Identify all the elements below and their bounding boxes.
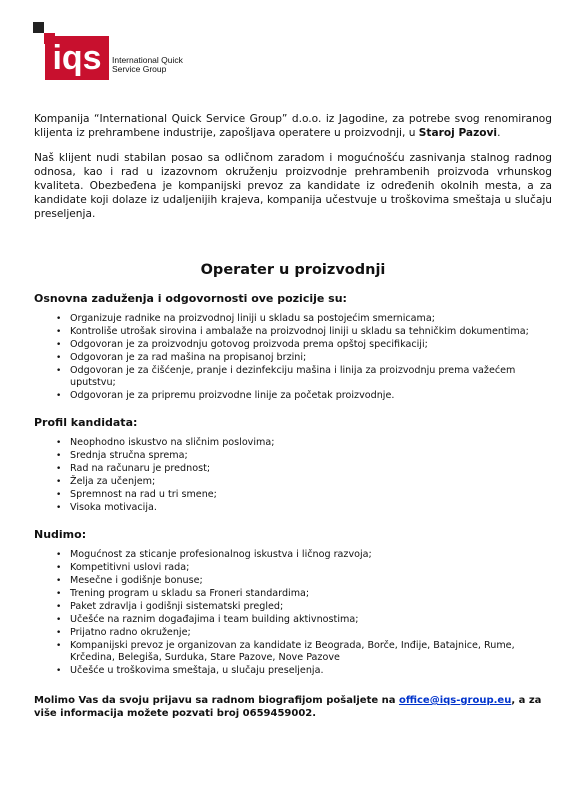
duties-list [34,313,552,402]
offer-list-item: • Kompanijski prevoz je organizovan za kandidate iz Beograda, Borče, Inđije, Batajnice, Rume, Krčedina, Belegiša, Surduka, Stare Pazove, Nove Pazove [70,640,552,664]
profile-list-item: • Neophodno iskustvo na sličnim poslovima; [70,437,552,449]
intro-paragraph-1 [34,112,552,140]
profile-list-item: • Želja za učenjem; [70,476,552,488]
offer-list-item: • Mogućnost za sticanje profesionalnog iskustva i ličnog razvoja; [70,549,552,561]
intro-p1-end: . [497,127,501,139]
job-title: Operater u proizvodnji [200,262,386,278]
email-link[interactable]: office@iqs-group.eu [398,695,512,706]
offer-list-item: • Paket zdravlja i godišnji sistematski pregled; [70,601,552,613]
application-note [34,694,552,720]
profile-list-item: • Visoka motivacija. [70,502,552,514]
duties-heading: Osnovna zaduženja i odgovornosti ove pozicije su: [34,292,347,305]
footer-text-after: , a za više informacija možete pozvati broj 0659459002. [34,695,542,719]
offer-list-item: • Trening program u skladu sa Froneri standardima; [70,588,552,600]
intro-paragraph-2: Naš klijent nudi stabilan posao sa odličnom zaradom i mogućnošću zasnivanja stalnog radnog odnosa, kao i rad u izazovnom okruženju proizvodnje prehrambenih proizvoda vrhunskog kvaliteta. Obezbeđena je kompanijski prevoz za kandidate iz određenih okolnih mesta, a za kandidate koji dolaze iz udaljenijih krajeva, kompanija učestvuje u troškovima smeštaja u slučaju preseljenja. [34,152,552,220]
logo-tagline-line1: International Quick [112,55,183,65]
duties-list-item: • Organizuje radnike na proizvodnoj liniji u skladu sa postojećim smernicama; [70,313,552,325]
duties-list-item: • Odgovoran je za rad mašina na propisanoj brzini; [70,352,552,364]
duties-list-item: • Kontroliše utrošak sirovina i ambalaže na proizvodnoj liniji u skladu sa tehničkim dokumentima; [70,326,552,338]
logo-tagline-line2: Service Group [112,64,167,74]
duties-list-item: • Odgovoran je za pripremu proizvodne linije za početak proizvodnje. [70,390,552,402]
logo-dark-square [33,22,44,33]
profile-list-item: • Spremnost na rad u tri smene; [70,489,552,501]
duties-list-item: • Odgovoran je za čišćenje, pranje i dezinfekciju mašina i linija za proizvodnju prema važećem uputstvu; [70,365,552,389]
company-logo [33,22,193,82]
profile-list-item: • Srednja stručna sprema; [70,450,552,462]
offer-list-item: • Učešće u troškovima smeštaja, u slučaju preseljenja. [70,665,552,677]
footer-text-before: Molimo Vas da svoju prijavu sa radnom biografijom pošaljete na [34,695,399,706]
document-body [34,112,552,720]
logo-mark-icon [45,36,109,80]
duties-list-item: • Odgovoran je za proizvodnju gotovog proizvoda prema opštoj specifikaciji; [70,339,552,351]
profile-heading: Profil kandidata: [34,416,138,429]
logo-tagline [112,56,183,74]
profile-list [34,437,552,514]
offer-list-item: • Prijatno radno okruženje; [70,627,552,639]
offer-list-item: • Učešće na raznim događajima i team building aktivnostima; [70,614,552,626]
offer-list [34,549,552,677]
intro-p1-location: Staroj Pazovi [418,127,498,139]
profile-list-item: • Rad na računaru je prednost; [70,463,552,475]
intro-p1-text: Kompanija “International Quick Service Group” d.o.o. iz Jagodine, za potrebe svog renomiranog klijenta iz prehrambene industrije, zapošljava operatere u proizvodnji, u [34,113,552,139]
offer-list-item: • Mesečne i godišnje bonuse; [70,575,552,587]
logo-text: iqs [52,39,102,77]
offer-list-item: • Kompetitivni uslovi rada; [70,562,552,574]
offer-heading: Nudimo: [34,528,87,541]
